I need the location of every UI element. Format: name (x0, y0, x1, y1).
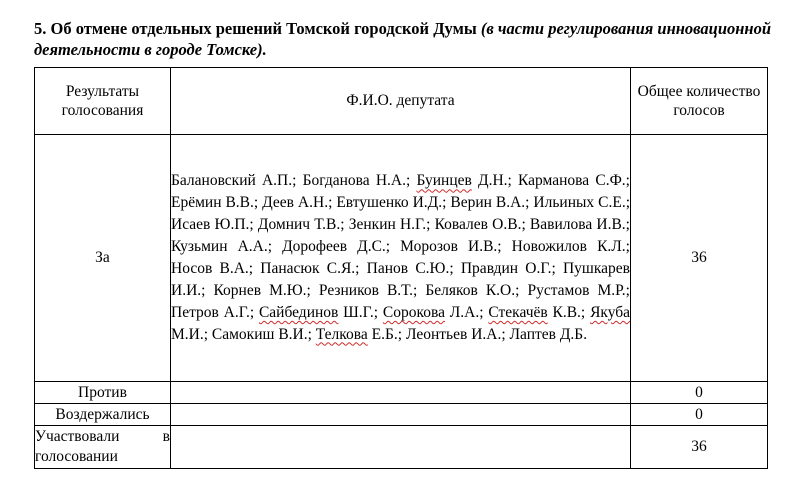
agenda-item-title: 5. Об отмене отдельных решений Томской городской Думы (34, 19, 477, 38)
header-total-votes: Общее количество голосов (631, 68, 768, 135)
deputies-text-segment: Е.Б.; Леонтьев И.А.; Лаптев Д.Б. (367, 325, 588, 343)
deputies-list-for (171, 135, 631, 382)
header-deputy-name: Ф.И.О. депутата (171, 68, 631, 135)
deputies-list-participated (171, 426, 631, 469)
spellcheck-flagged-name: Сорокова (382, 303, 445, 321)
spellcheck-flagged-name: Буинцев (416, 172, 472, 190)
table-row-for (35, 135, 768, 382)
deputies-list-abstained (171, 404, 631, 426)
voting-results-table (34, 67, 768, 469)
deputies-text-segment: Д.Н.; Карманова С.Ф.; Ерёмин В.В.; Деев А.Н.; Евтушенко И.Д.; Верин В.А.; Ильиных С.Е.; Исаев Ю.П.; Домнич Т.В.; Зенкин Н.Г.; Ковалев О.В.; Вавилова И.В.; Кузьмин А.А.; Дорофеев Д.С.; Морозов И.В.; Новожилов К.Л.; Носов В.А.; Панасюк С.Я.; Панов С.Ю.; Правдин О.Г.; Пушкарев И.И.; Корнев М.Ю.; Резников В.Т.; Беляков К.О.; Рустамов М.Р.; Петров А.Г.; (171, 172, 630, 321)
deputies-text-segment: К.В.; (547, 303, 591, 321)
header-results: Результаты голосования (35, 68, 171, 135)
table-header-row (35, 68, 768, 135)
spellcheck-flagged-name: Телкова (315, 325, 368, 343)
spellcheck-flagged-name: Стекачёв (488, 303, 548, 321)
spellcheck-flagged-name: Якуба (590, 303, 631, 321)
result-label-for: За (35, 135, 171, 382)
deputies-list-against (171, 382, 631, 404)
result-label-participated: Участвовали в голосовании (35, 426, 171, 469)
result-label-abstained: Воздержались (35, 404, 171, 426)
agenda-item-heading (34, 18, 771, 60)
vote-count-against: 0 (631, 382, 768, 404)
deputies-text-segment: М.И.; Самокиш В.И.; (171, 325, 316, 343)
deputies-text-segment: Ш.Г.; (338, 303, 383, 321)
result-label-against: Против (35, 382, 171, 404)
vote-count-for: 36 (631, 135, 768, 382)
spellcheck-flagged-name: Сайбединов (258, 303, 339, 321)
vote-count-participated: 36 (631, 426, 768, 469)
table-row-against (35, 382, 768, 404)
deputies-text-segment: Л.А.; (444, 303, 489, 321)
table-row-abstained (35, 404, 768, 426)
deputies-text-segment: Балановский А.П.; Богданова Н.А.; (171, 172, 417, 190)
table-row-participated (35, 426, 768, 469)
vote-count-abstained: 0 (631, 404, 768, 426)
agenda-item-subtitle: (в части регулирования инновационной деятельности в городе Томске). (34, 19, 772, 59)
